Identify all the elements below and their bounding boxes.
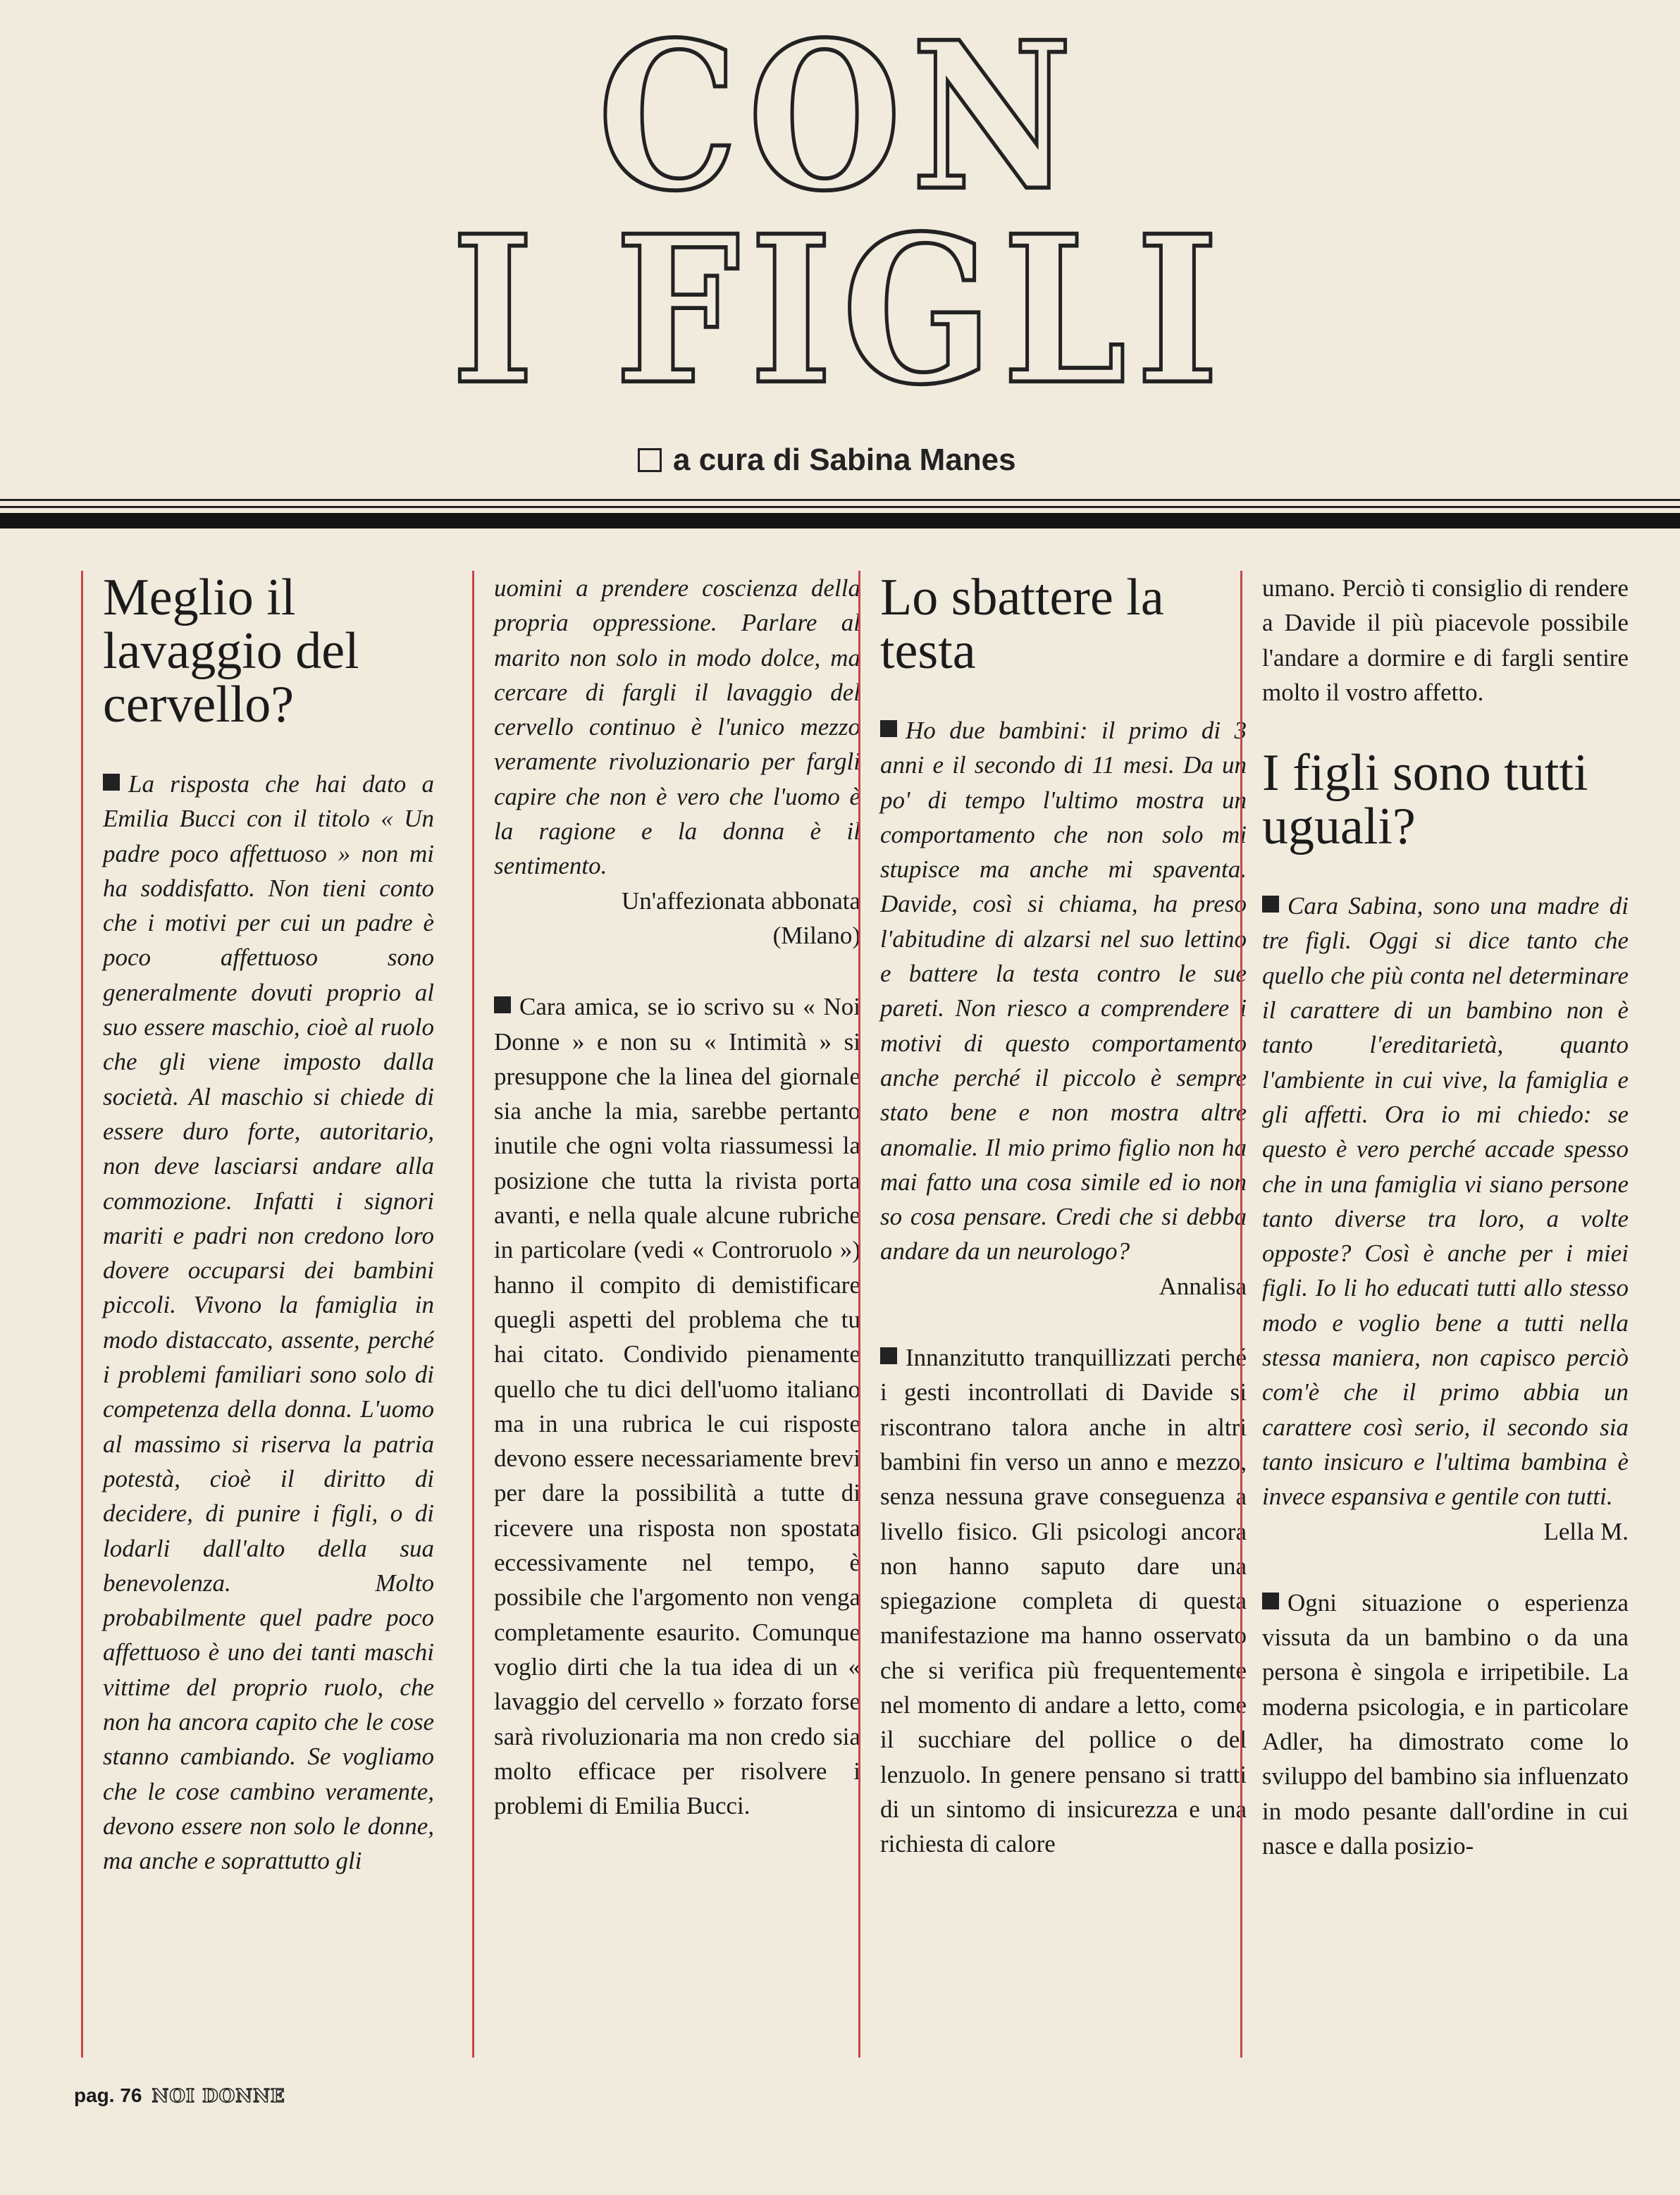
reader-letter: La risposta che hai dato a Emilia Bucci con il titolo « Un padre poco affettuoso » non mi ha soddisfatto. Non tieni conto che i motivi per cui un padre è poco affettuoso sono generalmente dovuti proprio al suo essere maschio, cioè al ruolo che gli viene imposto dalla società. Al maschio si chiede di essere duro forte, autoritario, non deve lasciarsi andare alla commozione. Infatti i signori mariti e padri non credono loro dovere occuparsi dei bambini piccoli. Vivono la famiglia in modo distaccato, assente, perché i problemi familiari sono solo di competenza della donna. L'uomo al massimo si riserva la patria potestà, cioè il diritto di decidere, di punire i figli, o di lodarli dall'alto della sua benevolenza. Molto probabilmente quel padre poco affettuoso è uno dei tanti maschi vittime del proprio ruolo, che non ha ancora capito che le cose stanno cambiando. Se vogliamo che le cose cambino veramente, devono essere non solo le donne, ma anche e soprattutto gli (103, 770, 434, 1875)
bullet-square-icon (1262, 896, 1279, 913)
divider (0, 513, 1680, 528)
column-4 (1240, 571, 1629, 2058)
article-heading: I figli sono tutti uguali? (1262, 744, 1588, 856)
square-icon (638, 448, 662, 472)
divider (0, 499, 1680, 501)
byline-text: a cura di Sabina Manes (673, 443, 1016, 477)
editor-reply: Innanzitutto tranquillizzati perché i gesti incontrollati di Davide si riscontrano talora anche in altri bambini fin verso un anno e mezzo, senza nessuna grave conseguenza a livello fisico. Gli psicologi ancora non hanno saputo dare una spiegazione completa di questa manifestazione ma hanno osservato che si verifica più frequentemente nel momento di andare a letto, come il succhiare del pollice o del lenzuolo. In genere pensano si tratti di un sintomo di insicurezza e una richiesta di calore (880, 1344, 1247, 1858)
article-heading: Lo sbattere la testa (880, 571, 1164, 680)
letter-signature: Un'affezionata abbonata (622, 886, 860, 915)
editor-reply: Ogni situazione o esperienza vissuta da un bambino o da una persona è singola e irripetibile. La moderna psicologia, e in particolare Adler, ha dimostrato come lo sviluppo del bambino sia influenzato in modo pesante dall'ordine in cui nasce e dalla posizio- (1262, 1588, 1629, 1860)
letter-signature: Annalisa (1159, 1272, 1247, 1300)
column-2 (472, 571, 860, 2058)
column-3 (858, 571, 1247, 2058)
divider (0, 506, 1680, 508)
bullet-square-icon (494, 996, 511, 1013)
reader-letter: Ho due bambini: il primo di 3 anni e il secondo di 11 mesi. Da un po' di tempo l'ultimo mostra un comportamento che non solo mi stupisce ma anche mi spaventa. Davide, così si chiama, ha preso l'abitudine di alzarsi nel suo lettino e battere la testa contro le sue pareti. Non riesco a comprendere i motivi di questo comportamento anche perché il piccolo è sempre stato bene e non mostra altre anomalie. Il mio primo figlio non ha mai fatto una cosa simile ed io non so cosa pensare. Credi che si debba andare da un neurologo? (880, 717, 1247, 1266)
letter-signature: Lella M. (1543, 1517, 1629, 1545)
page-footer (74, 2084, 285, 2107)
column-1 (81, 571, 434, 2058)
editor-reply-continued: umano. Perciò ti consiglio di rendere a Davide il più piacevole possibile l'andare a dormire e di fargli sentire molto il vostro affetto. (1262, 574, 1629, 706)
article-heading: Meglio il lavaggio del cervello? (103, 571, 359, 734)
bullet-square-icon (1262, 1593, 1279, 1609)
title-line-1: CON (598, 0, 1082, 236)
reader-letter-continued: uomini a prendere coscienza della propria oppressione. Parlare al marito non solo in modo dolce, ma cercare di fargli il lavaggio del cervello continuo è l'unico mezzo veramente rivoluzionario per fargli capire che non è vero che l'uomo è la ragione e la donna è il sentimento. (494, 574, 860, 880)
page-number: pag. 76 (74, 2084, 142, 2106)
reader-letter: Cara Sabina, sono una madre di tre figli. Oggi si dice tanto che quello che più conta nel determinare il carattere di un bambino non è tanto l'ereditarietà, quanto l'ambiente in cui vive, la famiglia e gli affetti. Ora io mi chiedo: se questo è vero perché accade spesso che in una famiglia vi siano persone tanto diverse tra loro, a volte opposte? Così è anche per i miei figli. Io li ho educati tutti allo stesso modo e voglio bene a tutti nella stessa maniera, non capisco perciò com'è che il primo abbia un carattere così serio, il secondo sia tanto insicuro e l'ultima bambina è invece espansiva e gentile con tutti. (1262, 892, 1629, 1511)
bullet-square-icon (880, 720, 897, 737)
magazine-logo: NOI DONNE (152, 2086, 285, 2107)
bullet-square-icon (880, 1347, 897, 1364)
bullet-square-icon (103, 774, 120, 791)
letter-city: (Milano) (772, 921, 860, 949)
editor-reply: Cara amica, se io scrivo su « Noi Donne » e non su « Intimità » si presuppone che la linea del giornale sia anche la mia, sarebbe pertanto inutile che ogni volta riassumessi la posizione che tutta la rivista porta avanti, e nella quale alcune rubriche in particolare (vedi « Controruolo ») hanno il compito di demistificare quegli aspetti del problema che tu hai citato. Condivido pienamente quello che tu dici dell'uomo italiano ma in una rubrica le cui risposte devono essere necessariamente brevi per dare la possibilità a tutte di ricevere una risposta non spostata eccessivamente nel tempo, è possibile che l'argomento non venga completamente esaurito. Comunque voglio dirti che la tua idea di un « lavaggio del cervello » forzato forse sarà rivoluzionaria ma non credo sia molto efficace per risolvere i problemi di Emilia Bucci. (494, 993, 860, 1820)
title-line-2: I FIGLI (451, 190, 1229, 430)
byline (638, 443, 1016, 478)
